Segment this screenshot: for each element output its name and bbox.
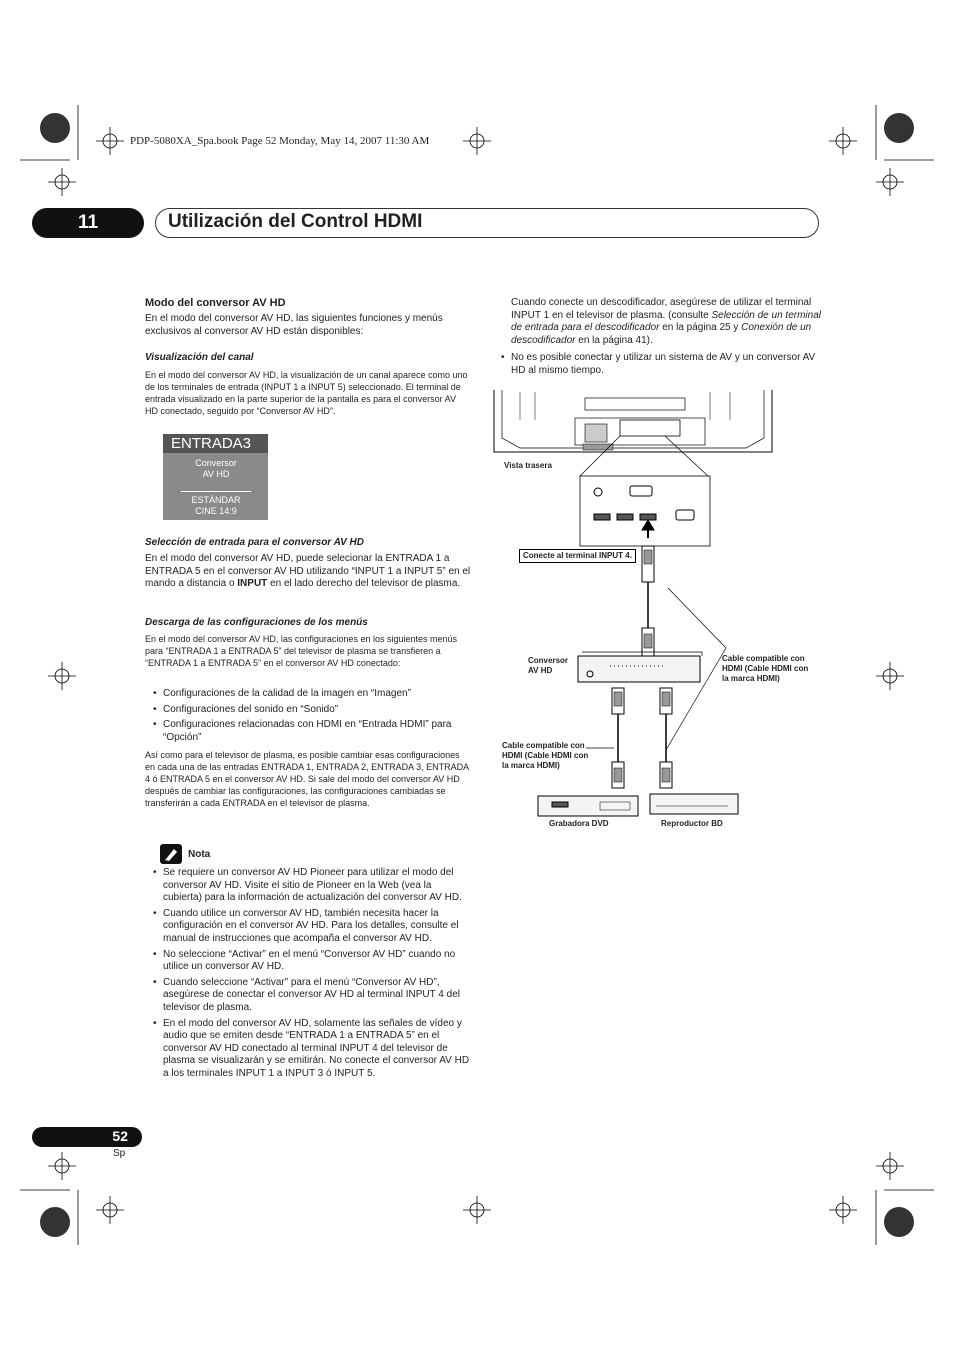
right-p-c: en la página 41).	[575, 334, 653, 346]
cable-right-2: HDMI (Cable HDMI con	[722, 664, 809, 673]
chapter-number: 11	[32, 208, 144, 238]
list-item: • Configuraciones del sonido en “Sonido”	[145, 704, 471, 717]
label-conversor-1: Conversor	[528, 656, 569, 665]
osd-line-4: CINE 14:9	[195, 506, 237, 516]
label-reproductor: Reproductor BD	[661, 819, 723, 828]
note-heading: Nota	[188, 849, 211, 860]
cable-left-1: Cable compatible con	[502, 741, 585, 750]
osd-title: ENTRADA3	[171, 435, 252, 452]
label-cable-right	[722, 654, 808, 684]
right-p-b: en la página 25 y	[659, 322, 742, 334]
cable-left-3: la marca HDMI)	[502, 761, 560, 770]
label-vista-trasera: Vista trasera	[504, 461, 552, 470]
osd-line-2: AV HD	[202, 469, 230, 479]
note-bullets	[145, 867, 471, 1081]
list-item: • Configuraciones relacionadas con HDMI en “Entrada HDMI” para “Opción”	[145, 719, 471, 744]
label-conecte: Conecte al terminal INPUT 4.	[519, 549, 636, 563]
cable-right-1: Cable compatible con	[722, 654, 805, 663]
section-intro: En el modo del conversor AV HD, las siguientes funciones y menús exclusivos al conversor AV HD están disponibles:	[145, 313, 443, 337]
list-item: • Configuraciones de la calidad de la imagen en “Imagen”	[145, 688, 471, 701]
canal-heading: Visualización del canal	[145, 352, 254, 363]
chapter-title: Utilización del Control HDMI	[168, 211, 423, 232]
right-p-a: Cuando conecte un descodificador, asegúrese de utilizar el terminal INPUT 1 en el televisor de plasma. (consulte	[511, 297, 812, 321]
cable-left-2: HDMI (Cable HDMI con	[502, 751, 589, 760]
canal-text: En el modo del conversor AV HD, la visualización de un canal aparece como uno de los terminales de entrada (INPUT 1 a INPUT 5) seleccionado. El terminal de entrada visualizado en la parte superior de la pantalla es para el conversor AV HD conectado, seguido por “Conversor AV HD”.	[145, 370, 468, 416]
av-converter-box	[578, 656, 700, 682]
label-conversor-2: AV HD	[528, 666, 553, 675]
right-p-link-1: Selección de un terminal de entrada para el descodificador	[511, 309, 821, 334]
descarga-heading: Descarga de las configuraciones de los menús	[145, 617, 368, 628]
seleccion-text-b: en el lado derecho del televisor de plasma.	[267, 578, 461, 590]
descarga-text: En el modo del conversor AV HD, las configuraciones en los siguientes menús para “ENTRADA 1 a ENTRADA 5” del televisor de plasma se transfieren a “ENTRADA 1 a ENTRADA 5” en el conversor AV HD conectado:	[145, 634, 457, 668]
page-number-badge	[32, 1127, 142, 1147]
seleccion-text-bold: INPUT	[237, 578, 268, 590]
bd-player	[650, 794, 738, 814]
page-lang: Sp	[113, 1148, 126, 1159]
seleccion-text	[145, 553, 471, 591]
osd-line-1: Conversor	[195, 458, 237, 468]
list-item: • Cuando utilice un conversor AV HD, también necesita hacer la configuración en el conversor AV HD. Para los detalles, consulte el manual de instrucciones que acompaña el conversor AV HD.	[145, 908, 471, 946]
right-bullets	[493, 352, 821, 377]
descarga-text-2: Así como para el televisor de plasma, es posible cambiar esas configuraciones en cada una de las entradas ENTRADA 1, ENTRADA 2, ENTRADA 3, ENTRADA 4 ó ENTRADA 5 en el conversor AV HD. Si sale del modo del conversor AV HD después de cambiar las configuraciones, las configuraciones cambiadas se transferirán a cada ENTRADA en el televisor de plasma.	[145, 750, 469, 808]
section-heading: Modo del conversor AV HD	[145, 297, 286, 309]
list-item: • Se requiere un conversor AV HD Pioneer para utilizar el modo del conversor AV HD. Visite el sitio de Pioneer en la Web (vea la cubierta) para la información de actualización del conversor AV HD.	[145, 867, 471, 905]
chapter-title-box	[155, 208, 819, 238]
cable-right-3: la marca HDMI)	[722, 674, 780, 683]
right-p-link-2: Conexión de un descodificador	[511, 322, 812, 346]
right-paragraph	[511, 297, 821, 347]
list-item: • Cuando seleccione “Activar” para el menú “Conversor AV HD”, asegúrese de conectar el conversor AV HD al terminal INPUT 4 del televisor de plasma.	[145, 977, 471, 1015]
note-icon	[160, 844, 182, 864]
osd-header	[163, 434, 268, 453]
descarga-bullets	[145, 688, 471, 744]
list-item: • No es posible conectar y utilizar un sistema de AV y un conversor AV HD al mismo tiempo.	[493, 352, 821, 377]
tv-rear-panel	[494, 390, 772, 452]
list-item: • No seleccione “Activar” en el menú “Conversor AV HD” cuando no utilice un conversor AV HD.	[145, 949, 471, 974]
osd-divider	[181, 491, 251, 492]
seleccion-heading: Selección de entrada para el conversor AV HD	[145, 537, 364, 548]
page-number: 52	[112, 1128, 128, 1144]
osd-line-3: ESTÁNDAR	[191, 495, 241, 505]
label-conversor	[528, 656, 568, 676]
osd-channel-display	[163, 434, 268, 520]
label-grabadora: Grabadora DVD	[549, 819, 609, 828]
list-item: • En el modo del conversor AV HD, solamente las señales de vídeo y audio que se emiten desde “ENTRADA 1 a ENTRADA 5” en el conversor AV HD conectado al terminal INPUT 4 del televisor de plasma se visualizarán y se emitirán. No conecte el conversor AV HD a los terminales INPUT 1 a INPUT 3 ó INPUT 5.	[145, 1018, 471, 1081]
book-info-line: PDP-5080XA_Spa.book Page 52 Monday, May 14, 2007 11:30 AM	[130, 135, 430, 147]
seleccion-text-a: En el modo del conversor AV HD, puede selecionar la ENTRADA 1 a ENTRADA 5 en el conversor AV HD utilizando “INPUT 1 a INPUT 5” en el mando a distancia o	[145, 553, 471, 590]
label-cable-left	[502, 741, 588, 771]
